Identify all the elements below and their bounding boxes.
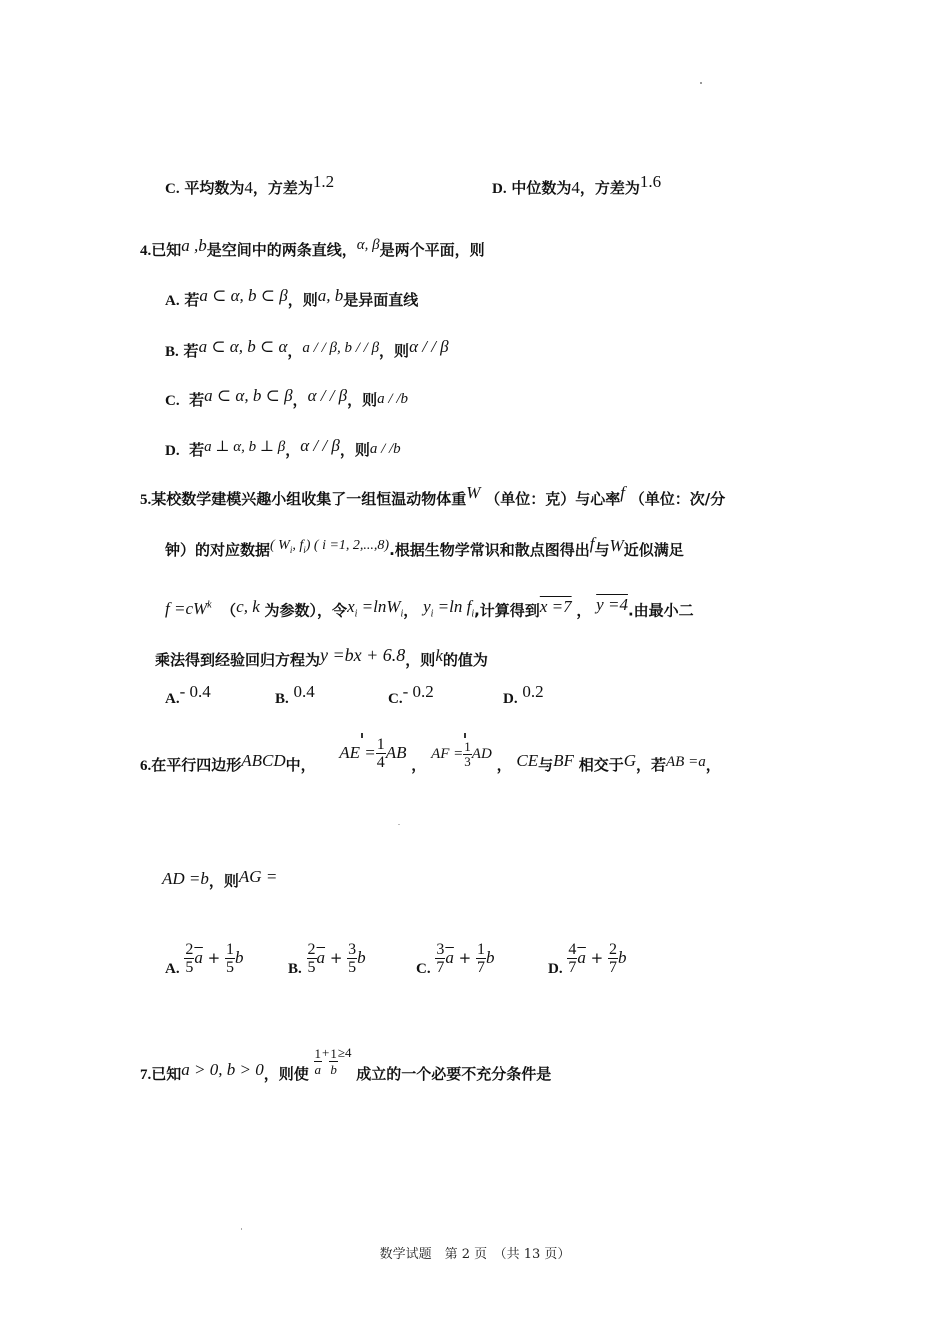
option-label: C. bbox=[416, 961, 431, 977]
stem-text: 已知 bbox=[151, 1065, 182, 1083]
math-var: f bbox=[620, 483, 625, 502]
math-cond: a > 0, b > 0 bbox=[181, 1060, 264, 1079]
q5-option-b bbox=[275, 682, 315, 709]
stem-text: （单位：次/分 bbox=[629, 490, 726, 508]
x-def: $x_i =\ln W_i$ bbox=[347, 596, 404, 620]
math-var: f bbox=[589, 534, 595, 553]
question-number: 6. bbox=[140, 758, 152, 774]
option-text: 若 bbox=[183, 342, 199, 360]
q4-option-b bbox=[165, 337, 449, 362]
math-cond2: α / / β bbox=[300, 436, 340, 455]
option-label: B. bbox=[288, 961, 302, 977]
option-label: D. bbox=[503, 691, 518, 707]
stem-text: ，若 bbox=[635, 756, 666, 774]
scan-speck bbox=[241, 1228, 242, 1230]
stem-text: 某校数学建模兴趣小组收集了一组恒温动物体重 bbox=[151, 490, 467, 508]
q4-stem bbox=[140, 236, 485, 261]
math-concl: α / / β bbox=[409, 337, 449, 356]
math-vars: α, β bbox=[356, 237, 380, 253]
q6-line-1 bbox=[140, 736, 721, 786]
stem-text: ，则使 bbox=[263, 1065, 309, 1083]
stem-text: 相交于 bbox=[578, 756, 624, 774]
math-concl: a, b bbox=[317, 286, 344, 305]
option-text: ，方差为 bbox=[579, 179, 640, 197]
option-label: D. bbox=[548, 961, 563, 977]
stem-text: 与 bbox=[594, 541, 610, 559]
option-label: B. bbox=[275, 691, 289, 707]
stem-text: ， bbox=[576, 601, 592, 620]
math-cond2: a / / β, b / / β bbox=[302, 340, 380, 356]
option-label: C. bbox=[165, 393, 180, 409]
stem-text: 成立的一个必要不充分条件是 bbox=[356, 1065, 552, 1083]
ae-expression: AE = $\frac{1}{4}$ AB bbox=[339, 736, 407, 771]
stem-text: ，则 bbox=[405, 651, 436, 669]
stem-text: （单位：克）与心率 bbox=[485, 490, 621, 508]
vector-expression: $\frac{3}{7}$ $\overline{a}$ + $\frac{1}{7}$ b bbox=[436, 941, 495, 976]
vector-expression: $\frac{2}{5}$ $\overline{a}$ + $\frac{1}{5}$ b bbox=[185, 941, 244, 976]
math-g: G bbox=[623, 751, 636, 770]
q3-option-d bbox=[492, 172, 662, 199]
scan-speck bbox=[464, 733, 466, 738]
stem-text: ， bbox=[411, 756, 427, 774]
option-text: 若 bbox=[189, 391, 205, 409]
stem-text: （ bbox=[221, 601, 237, 620]
math-params: c, k bbox=[236, 596, 260, 616]
option-text: 中位数为 bbox=[511, 179, 572, 197]
option-value: 0.4 bbox=[293, 682, 315, 701]
math-ag: AG = bbox=[238, 867, 278, 886]
question-number: 4. bbox=[140, 243, 152, 259]
q4-option-c bbox=[165, 386, 409, 411]
math-var: k bbox=[435, 646, 443, 665]
regression-equation: y =bx + 6.8 bbox=[320, 645, 406, 665]
y-bar: y =4 bbox=[596, 594, 628, 614]
math-cond: a ⊂ α, b ⊂ β bbox=[199, 286, 288, 305]
math-var: W bbox=[609, 536, 624, 555]
q6-option-d bbox=[548, 938, 626, 979]
q6-option-c bbox=[416, 938, 494, 979]
math-value: 4 bbox=[571, 178, 580, 197]
option-label: D. bbox=[165, 443, 180, 459]
af-expression: AF = $\frac{1}{3}$ AD bbox=[431, 738, 492, 769]
option-text: ， bbox=[287, 342, 303, 360]
q6-line-2 bbox=[162, 867, 278, 891]
math-cond2: α / / β bbox=[307, 386, 348, 405]
math-ab: AB =a bbox=[666, 754, 706, 770]
q7-stem bbox=[140, 1040, 551, 1081]
math-cond: a ⊥ α, b ⊥ β bbox=[204, 439, 286, 455]
x-bar: x =7 bbox=[539, 596, 572, 616]
stem-text: 乘法得到经验回归方程为 bbox=[155, 651, 321, 669]
option-text: 平均数为 bbox=[184, 179, 245, 197]
scan-speck bbox=[398, 824, 400, 825]
vector-expression: $\frac{2}{5}$ $\overline{a}$ + $\frac{3}{5}$ b bbox=[307, 941, 366, 976]
q6-option-b bbox=[288, 938, 366, 979]
page-footer: 数学试题 第 2 页 （共 13 页） bbox=[379, 1247, 571, 1262]
stem-text: 是空间中的两条直线， bbox=[206, 241, 357, 259]
stem-text: .根据生物学常识和散点图得出 bbox=[389, 541, 590, 559]
scan-speck bbox=[361, 733, 363, 738]
stem-text: 在平行四边形 bbox=[151, 756, 242, 774]
math-quad: ABCD bbox=[241, 751, 286, 770]
math-value: 4 bbox=[244, 178, 253, 197]
stem-text: 与 bbox=[538, 756, 554, 774]
q5-line-1 bbox=[140, 483, 726, 510]
option-value: - 0.2 bbox=[402, 682, 434, 701]
q6-option-a bbox=[165, 938, 243, 979]
option-text: ，则 bbox=[379, 342, 410, 360]
option-text: 是异面直线 bbox=[343, 291, 419, 309]
math-value: 1.6 bbox=[639, 172, 662, 191]
math-cond: a ⊂ α, b ⊂ β bbox=[204, 386, 293, 405]
q3-option-c bbox=[165, 172, 335, 199]
option-value: 0.2 bbox=[522, 682, 544, 701]
stem-text: ， bbox=[403, 601, 419, 620]
math-value: 1.2 bbox=[312, 172, 335, 191]
option-label: C. bbox=[165, 181, 180, 197]
option-label: A. bbox=[165, 691, 180, 707]
option-text: ，方差为 bbox=[252, 179, 313, 197]
option-label: A. bbox=[165, 293, 180, 309]
question-number: 7. bbox=[140, 1067, 152, 1083]
vector-expression: $\frac{4}{7}$ $\overline{a}$ + $\frac{2}{7}$ b bbox=[568, 941, 627, 976]
stem-text: 近似满足 bbox=[623, 541, 684, 559]
option-text: ，则 bbox=[287, 291, 318, 309]
q4-option-a bbox=[165, 286, 419, 311]
math-concl: a / /b bbox=[369, 441, 401, 457]
y-def: $y_i =\ln$ $f_i$ bbox=[423, 596, 475, 620]
q4-option-d bbox=[165, 436, 401, 461]
option-text: 若 bbox=[184, 291, 200, 309]
stem-text: 的值为 bbox=[442, 651, 488, 669]
stem-text: 是两个平面，则 bbox=[379, 241, 485, 259]
formula: $f =cW^k$ bbox=[165, 598, 212, 618]
option-text: ， bbox=[292, 391, 308, 409]
option-value: - 0.4 bbox=[179, 682, 211, 701]
stem-text: ， bbox=[705, 756, 721, 774]
option-text: 若 bbox=[189, 441, 205, 459]
option-label: C. bbox=[388, 691, 403, 707]
stem-text: ，则 bbox=[208, 872, 239, 890]
option-label: B. bbox=[165, 344, 179, 360]
data-pairs: ( $W_i$, $f_i$) ( i =1, 2,...,8) bbox=[270, 538, 390, 555]
math-var: W bbox=[466, 483, 481, 502]
q5-line-4 bbox=[155, 645, 488, 670]
option-text: ，则 bbox=[339, 441, 370, 459]
math-bf: BF bbox=[553, 751, 574, 770]
stem-text: 中， bbox=[285, 756, 316, 774]
option-label: D. bbox=[492, 181, 507, 197]
option-text: ，则 bbox=[347, 391, 378, 409]
stem-text: 钟）的对应数据 bbox=[165, 541, 271, 559]
stem-text: ,计算得到 bbox=[474, 601, 540, 620]
q5-line-3 bbox=[165, 594, 694, 628]
question-number: 5. bbox=[140, 492, 152, 508]
math-ce: CE bbox=[516, 751, 539, 770]
stem-text: 为参数），令 bbox=[264, 601, 348, 620]
q5-option-c bbox=[388, 682, 434, 709]
stem-text: 已知 bbox=[151, 241, 182, 259]
q5-option-a bbox=[165, 682, 211, 709]
q5-line-2 bbox=[165, 534, 684, 566]
math-ad: AD =b bbox=[162, 869, 209, 888]
stem-text: .由最小二 bbox=[627, 601, 694, 620]
inequality: $\frac{1}{a}$ + $\frac{1}{b}$ ≥4 bbox=[314, 1045, 352, 1077]
math-vars: a ,b bbox=[181, 236, 207, 255]
option-text: ， bbox=[285, 441, 301, 459]
option-label: A. bbox=[165, 961, 180, 977]
math-concl: a / /b bbox=[377, 391, 409, 407]
scan-speck bbox=[700, 82, 702, 84]
q5-option-d bbox=[503, 682, 544, 709]
math-cond: a ⊂ α, b ⊂ α bbox=[198, 337, 288, 356]
stem-text: ， bbox=[496, 756, 512, 774]
